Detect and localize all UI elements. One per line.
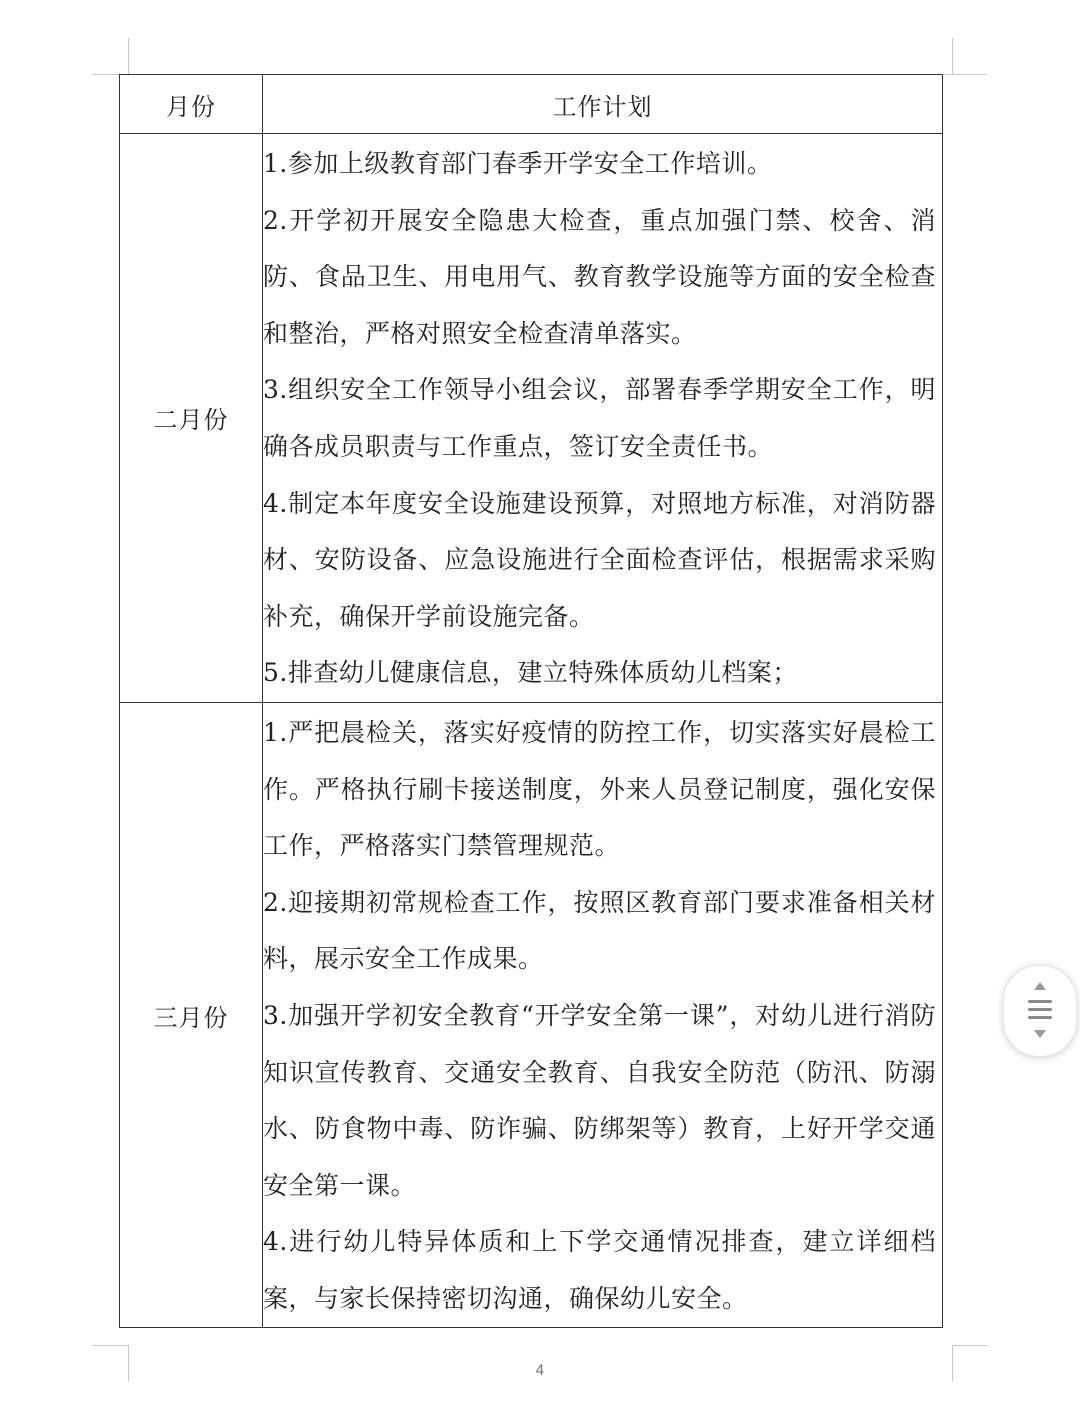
plan-text xyxy=(263,705,942,1328)
plan-cell xyxy=(263,134,943,703)
header-plan: 工作计划 xyxy=(263,75,943,134)
crop-mark-top-right-vertical xyxy=(952,38,953,74)
plan-item: 5.排查幼儿健康信息，建立特殊体质幼儿档案； xyxy=(263,658,798,688)
month-cell: 三月份 xyxy=(120,702,263,1328)
plan-item: 4.制定本年度安全设施建设预算，对照地方标准，对消防器材、安防设备、应急设施进行全面检查评估，根据需求采购补充，确保开学前设施完备。 xyxy=(263,488,936,631)
plan-item: 2.开学初开展安全隐患大检查，重点加强门禁、校舍、消防、食品卫生、用电用气、教育教学设施等方面的安全检查和整治，严格对照安全检查清单落实。 xyxy=(263,205,936,348)
scroll-handle-icon xyxy=(1024,980,1056,1042)
table-row xyxy=(120,702,943,1328)
plan-item: 1.参加上级教育部门春季开学安全工作培训。 xyxy=(263,149,773,178)
crop-mark-top-left-horizontal xyxy=(92,74,119,75)
plan-cell xyxy=(263,702,943,1328)
crop-mark-top-left-vertical xyxy=(128,38,129,74)
month-cell: 二月份 xyxy=(120,134,263,703)
plan-item: 1.严把晨检关，落实好疫情的防控工作，切实落实好晨检工作。严格执行刷卡接送制度，外来人员登记制度，强化安保工作，严格落实门禁管理规范。 xyxy=(263,717,936,861)
header-month: 月份 xyxy=(120,75,263,134)
table-header-row xyxy=(120,75,943,134)
page-number: 4 xyxy=(535,1363,545,1379)
crop-mark-top-right-horizontal xyxy=(942,74,987,75)
crop-mark-bottom-left-horizontal xyxy=(92,1345,128,1346)
plan-item: 3.加强开学初安全教育“开学安全第一课”，对幼儿进行消防知识宣传教育、交通安全教育、自我安全防范（防汛、防溺水、防食物中毒、防诈骗、防绑架等）教育，上好开学交通安全第一课。 xyxy=(263,1000,936,1200)
work-plan-table xyxy=(119,74,943,1328)
table-row xyxy=(120,134,943,703)
plan-item: 4.进行幼儿特异体质和上下学交通情况排查，建立详细档案，与家长保持密切沟通，确保幼儿安全。 xyxy=(263,1227,936,1313)
plan-item: 3.组织安全工作领导小组会议，部署春季学期安全工作，明确各成员职责与工作重点，签订安全责任书。 xyxy=(263,375,936,461)
scroll-widget[interactable] xyxy=(1003,965,1077,1057)
plan-text xyxy=(263,136,942,702)
crop-mark-bottom-right-horizontal xyxy=(952,1345,987,1346)
plan-item: 2.迎接期初常规检查工作，按照区教育部门要求准备相关材料，展示安全工作成果。 xyxy=(263,887,936,974)
